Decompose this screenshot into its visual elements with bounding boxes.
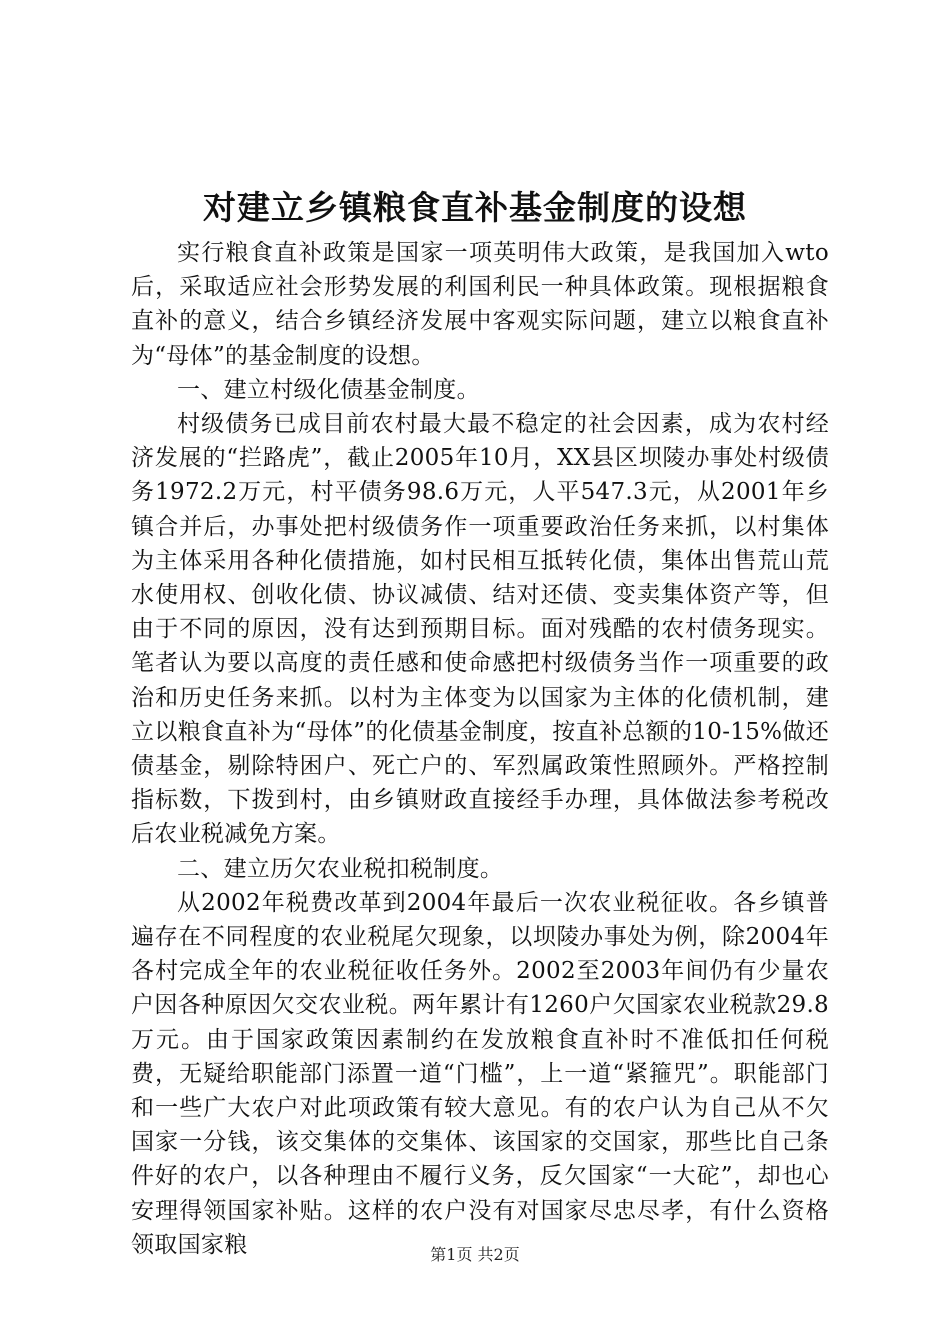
section-1-paragraph: 村级债务已成目前农村最大最不稳定的社会因素，成为农村经济发展的“拦路虎”，截止2005年10月，XX县区坝陵办事处村级债务1972.2万元，村平债务98.6万元，人平547.3元，从2001年乡镇合并后，办事处把村级债务作一项重要政治任务来抓，以村集体为主体采用各种化债措施，如村民相互抵转化债，集体出售荒山荒水使用权、创收化债、协议减债、结对还债、变卖集体资产等，但由于不同的原因，没有达到预期目标。面对残酷的农村债务现实。笔者认为要以高度的责任感和使命感把村级债务当作一项重要的政治和历史任务来抓。以村为主体变为以国家为主体的化债机制，建立以粮食直补为“母体”的化债基金制度，按直补总额的10-15%做还债基金，剔除特困户、死亡户的、军烈属政策性照顾外。严格控制指标数，下拨到村，由乡镇财政直接经手办理，具体做法参考税改后农业税减免方案。	[131, 411, 829, 848]
section-heading-2: 二、建立历欠农业税扣税制度。	[177, 855, 504, 882]
section-heading-1: 一、建立村级化债基金制度。	[177, 376, 480, 403]
document-body	[131, 236, 829, 1262]
document-title: 对建立乡镇粮食直补基金制度的设想	[203, 188, 747, 227]
intro-paragraph: 实行粮食直补政策是国家一项英明伟大政策，是我国加入wto后，采取适应社会形势发展的利国利民一种具体政策。现根据粮食直补的意义，结合乡镇经济发展中客观实际问题，建立以粮食直补为“母体”的基金制度的设想。	[131, 240, 829, 369]
section-2-paragraph: 从2002年税费改革到2004年最后一次农业税征收。各乡镇普遍存在不同程度的农业税尾欠现象，以坝陵办事处为例，除2004年各村完成全年的农业税征收任务外。2002至2003年间仍有少量农户因各种原因欠交农业税。两年累计有1260户欠国家农业税款29.8万元。由于国家政策因素制约在发放粮食直补时不准低扣任何税费，无疑给职能部门添置一道“门槛”，上一道“紧箍咒”。职能部门和一些广大农户对此项政策有较大意见。有的农户认为自己从不欠国家一分钱，该交集体的交集体、该国家的交国家，那些比自己条件好的农户，以各种理由不履行义务，反欠国家“一大砣”，却也心安理得领国家补贴。这样的农户没有对国家尽忠尽孝，有什么资格领取国家粮	[131, 889, 829, 1258]
page-number-footer: 第1页 共2页	[430, 1245, 520, 1264]
